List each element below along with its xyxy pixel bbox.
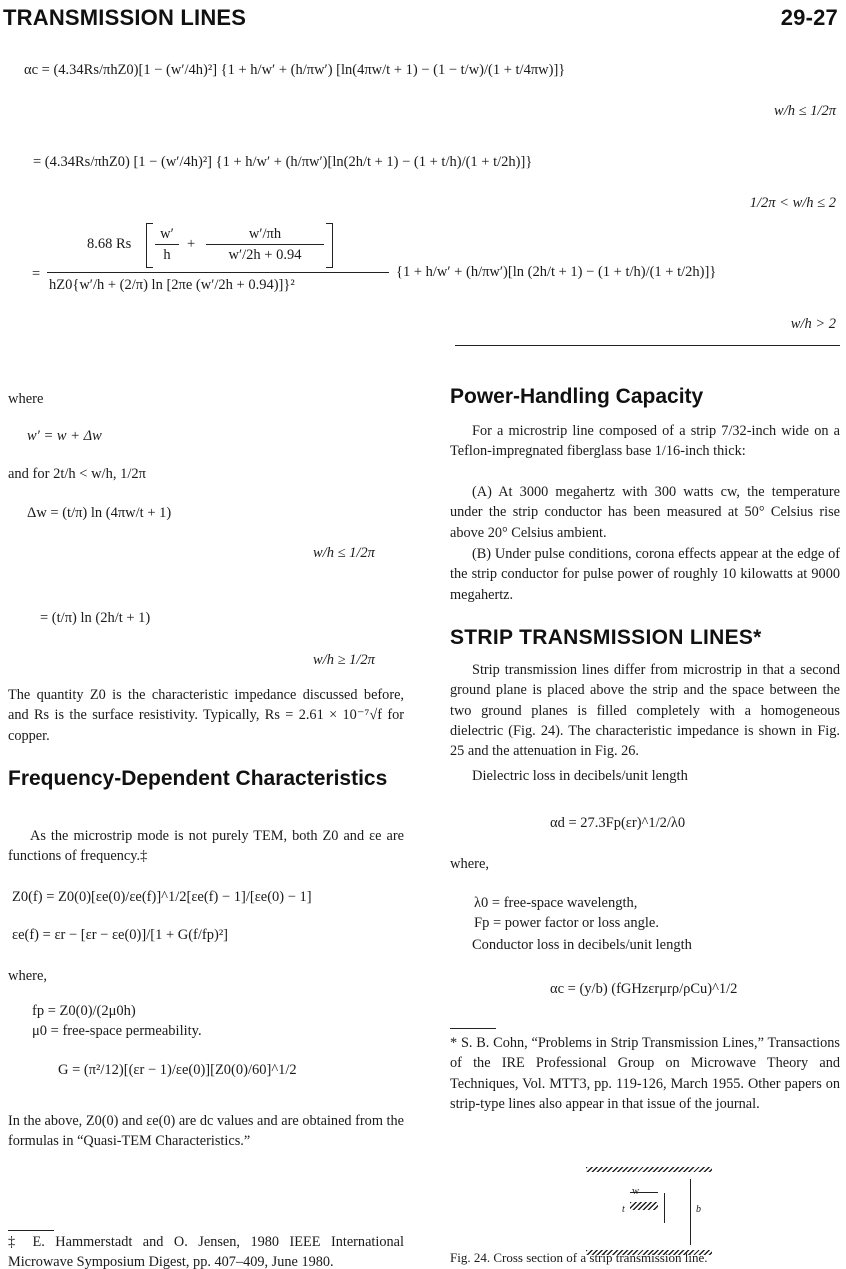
lambda0-definition: λ0 = free-space wavelength, [474, 895, 638, 911]
eq3-frac-b-den: w′/2h + 0.94 [228, 247, 302, 263]
spacing-label: b [696, 1204, 701, 1215]
dw-equation-1: Δw = (t/π) ln (4πw/t + 1) [27, 505, 172, 521]
power-item-b: (B) Under pulse conditions, corona effects appear at the edge of the strip conductor for pulse power of roughly 10 kilowatts at 9000 megahertz. [450, 546, 840, 603]
fp-equation: fp = Z0(0)/(2μ0h) [32, 1003, 136, 1019]
strip-line-cross-section-figure [586, 1165, 712, 1255]
frequency-intro-paragraph: As the microstrip mode is not purely TEM, both Z0 and εe are functions of frequency.‡ [8, 828, 404, 865]
condition-3: w/h > 2 [790, 316, 836, 332]
fp-definition: Fp = power factor or loss angle. [474, 915, 659, 931]
condition-2: 1/2π < w/h ≤ 2 [749, 195, 836, 211]
eq3-frac-a-den: h [163, 247, 171, 263]
dc-values-paragraph: In the above, Z0(0) and εe(0) are dc values and are obtained from the formulas in “Quasi-TEM Characteristics.” [8, 1113, 404, 1150]
page-number: 29-27 [780, 5, 838, 30]
equation-ac-1: αc = (4.34Rs/πhZ0)[1 − (w′/4h)²] {1 + h/w′ + (h/πw′) [ln(4πw/t + 1) − (1 − t/w)/(1 + t/4πw)]} [24, 62, 566, 78]
conductor-loss-equation: αc = (y/b) (fGHzεrμrρ/ρCu)^1/2 [550, 981, 738, 997]
eq3-numerator-lead: 8.68 Rs [87, 236, 132, 252]
mu0-equation: μ0 = free-space permeability. [32, 1023, 202, 1039]
left-footnote: ‡ E. Hammerstadt and O. Jensen, 1980 IEEE International Microwave Symposium Digest, pp. 407–409, June 1980. [8, 1234, 404, 1269]
top-divider [455, 345, 840, 346]
dielectric-loss-equation: αd = 27.3Fp(εr)^1/2/λ0 [550, 815, 686, 831]
dw-equation-2: = (t/π) ln (2h/t + 1) [40, 610, 151, 626]
right-footnote: * S. B. Cohn, “Problems in Strip Transmission Lines,” Transactions of the IRE Professional Group on Microwave Theory and Techniques, Vol. MTT3, pp. 119-126, March 1955. Other papers on strip-type lines also appear in that issue of the journal. [450, 1035, 840, 1112]
thickness-dimension-line [664, 1193, 665, 1223]
eq3-frac-a-num: w′ [160, 226, 174, 242]
surface-resistivity-paragraph: The quantity Z0 is the characteristic impedance discussed before, and Rs is the surface resistivity. Typically, Rs = 2.61 × 10⁻⁷√f for copper. [8, 687, 404, 744]
width-dimension-line [630, 1192, 658, 1193]
z0f-equation: Z0(f) = Z0(0)[εe(0)/εe(f)]^1/2[εe(f) − 1]/[εe(0) − 1] [12, 889, 312, 905]
where-label-2: where, [8, 968, 48, 984]
thickness-label: t [622, 1204, 625, 1215]
conductor-loss-label: Conductor loss in decibels/unit length [472, 937, 692, 953]
where-label: where [8, 391, 44, 407]
eef-equation: εe(f) = εr − [εr − εe(0)]/[1 + G(f/fp)²] [12, 927, 228, 943]
eq3-denominator: hZ0{w′/h + (2/π) ln [2πe (w′/2h + 0.94)]}² [49, 277, 295, 293]
heading-frequency-dependent: Frequency-Dependent Characteristics [8, 767, 388, 790]
where-label-3: where, [450, 856, 490, 872]
eq3-frac-b-num: w′/πh [248, 226, 282, 242]
center-strip [630, 1202, 658, 1210]
section-title: TRANSMISSION LINES [3, 5, 247, 30]
left-footnote-rule [8, 1230, 54, 1231]
wprime-equation: w′ = w + Δw [27, 428, 102, 444]
eq3-right-bracket [326, 223, 333, 268]
dielectric-loss-label: Dielectric loss in decibels/unit length [472, 768, 688, 784]
eq3-equals: = [32, 266, 41, 282]
right-footnote-rule [450, 1028, 496, 1029]
eq3-left-bracket [146, 223, 153, 268]
condition-1: w/h ≤ 1/2π [774, 103, 836, 119]
fig24-caption: Fig. 24. Cross section of a strip transmission line. [450, 1250, 708, 1265]
eq3-tail: {1 + h/w′ + (h/πw′)[ln (2h/t + 1) − (1 + t/h)/(1 + t/2h)]} [396, 264, 717, 280]
eq3-main-bar [47, 272, 389, 273]
heading-strip-lines: STRIP TRANSMISSION LINES* [450, 626, 762, 649]
and-for-condition: and for 2t/h < w/h, 1/2π [8, 466, 146, 482]
power-item-a: (A) At 3000 megahertz with 300 watts cw, the temperature under the strip conductor has been measured at 50° Celsius rise above 20° Celsius ambient. [450, 484, 840, 541]
dw-condition-2: w/h ≥ 1/2π [313, 652, 375, 668]
power-intro-paragraph: For a microstrip line composed of a strip 7/32-inch wide on a Teflon-impregnated fiberglass base 1/16-inch thick: [450, 423, 840, 460]
dw-condition-1: w/h ≤ 1/2π [313, 545, 375, 561]
g-equation: G = (π²/12)[(εr − 1)/εe(0)][Z0(0)/60]^1/2 [58, 1062, 297, 1078]
strip-intro-paragraph: Strip transmission lines differ from microstrip in that a second ground plane is placed above the strip and the space between the two ground planes is filled completely with a homogeneous dielectric (Fig. 24). The characteristic impedance is shown in Fig. 25 and the attenuation in Fig. 26. [450, 662, 840, 760]
heading-power-handling: Power-Handling Capacity [450, 385, 704, 408]
equation-ac-2: = (4.34Rs/πhZ0) [1 − (w′/4h)²] {1 + h/w′ + (h/πw′)[ln(2h/t + 1) − (1 + t/h)/(1 + t/2h)]} [33, 154, 533, 170]
top-ground-plane [586, 1167, 712, 1172]
spacing-dimension-line [690, 1179, 691, 1245]
